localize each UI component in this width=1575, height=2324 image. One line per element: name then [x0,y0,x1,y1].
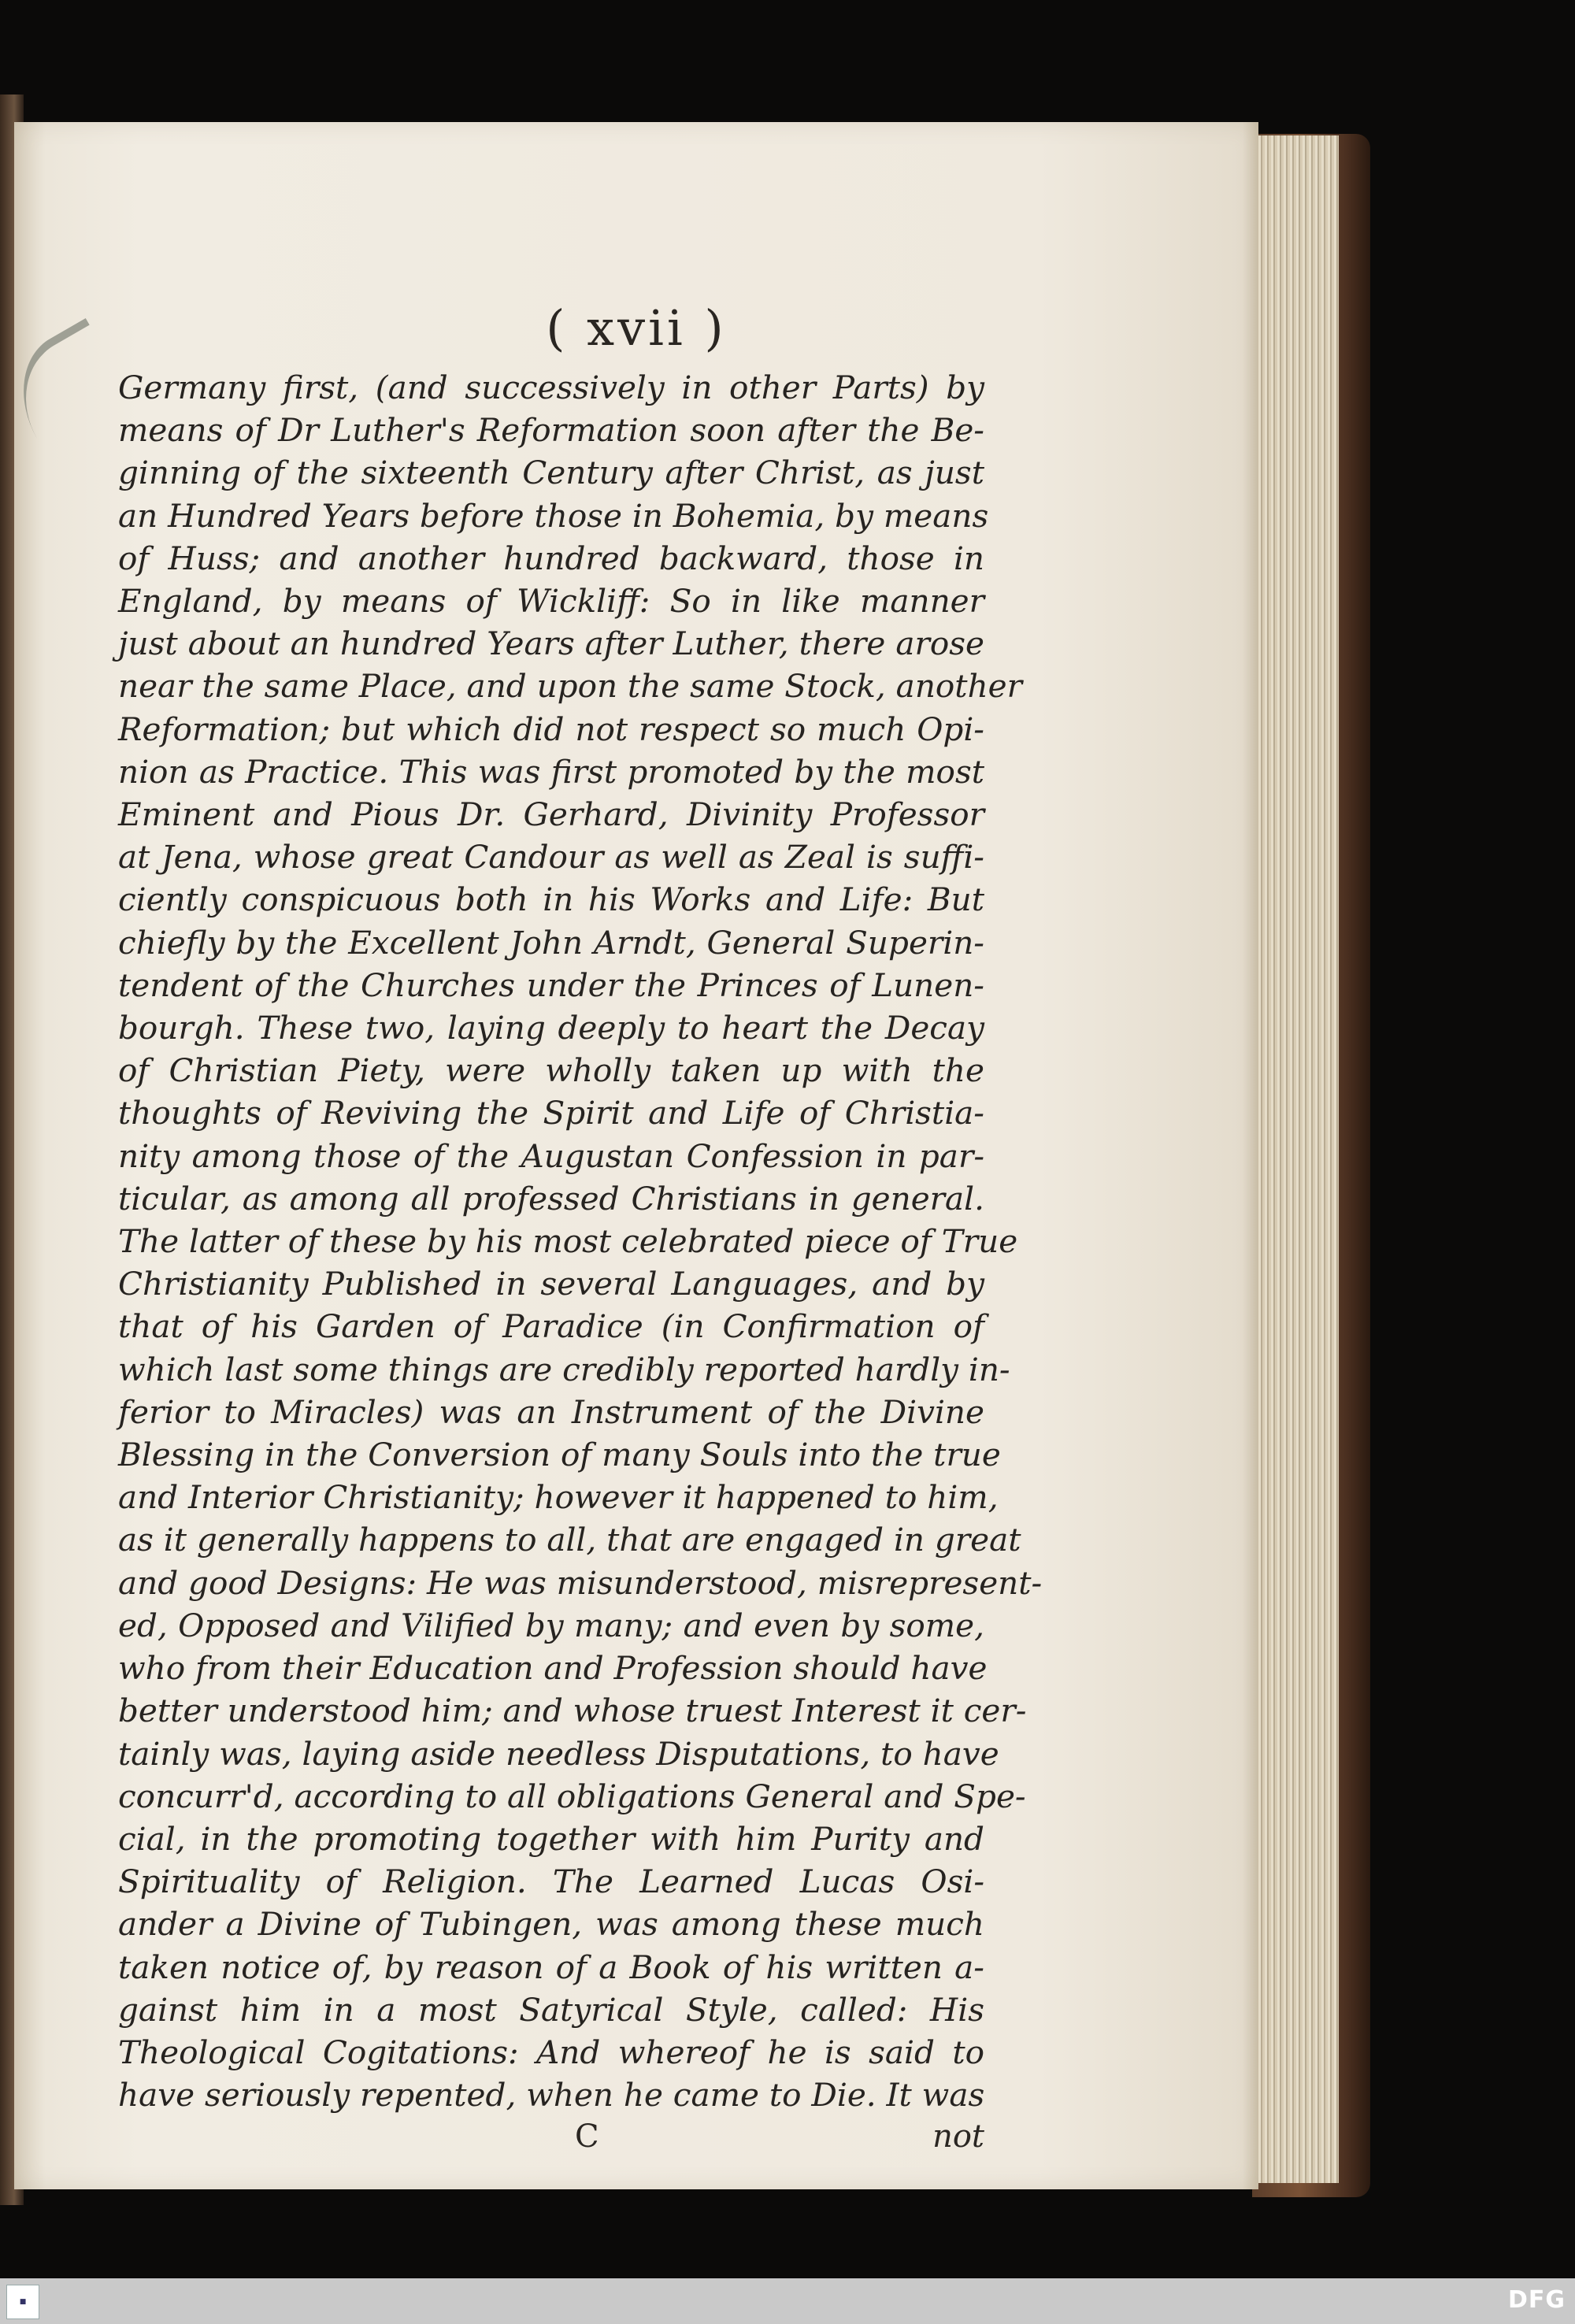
text-line: Christianity Published in several Languages, and by [118,1265,984,1303]
text-line: nion as Practice. This was first promoted by the most [118,752,984,791]
text-line: which last some things are credibly reported hardly in- [118,1350,1010,1388]
text-line: as it generally happens to all, that are engaged in great [118,1521,1021,1559]
text-line: and good Designs: He was misunderstood, misrepresent- [118,1563,1043,1602]
library-logo-icon: ■ [6,2285,39,2319]
page-body [118,366,1043,2116]
text-line: tainly was, laying aside needless Disputations, to have [118,1734,999,1773]
text-line: ander a Divine of Tubingen, was among these much [118,1905,984,1944]
text-line: that of his Garden of Paradice (in Confirmation of [118,1307,984,1346]
text-line: ticular, as among all professed Christians in general. [118,1179,984,1218]
text-line: ferior to Miracles) was an Instrument of the Divine [118,1392,984,1431]
dfg-logo: DFG [1507,2286,1566,2314]
text-line: bourgh. These two, laying deeply to heart the Decay [118,1009,984,1047]
text-line: Theological Cogitations: And whereof he is said to [118,2033,984,2071]
signature-mark: C [575,2118,599,2155]
text-line: Reformation; but which did not respect so much Opi- [118,710,984,748]
text-line: near the same Place, and upon the same Stock, another [118,667,1022,706]
text-line: ginning of the sixteenth Century after Christ, as just [118,454,984,492]
page-footer [118,2118,984,2166]
catchword: not [932,2118,984,2155]
page-header: ( xvii ) [546,299,727,357]
text-line: ciently conspicuous both in his Works and Life: But [118,880,984,919]
page-block-edges [1252,135,1339,2183]
text-line: Germany first, (and successively in other Parts) by [118,369,984,406]
text-line: thoughts of Reviving the Spirit and Life of Christia- [118,1094,984,1132]
text-line: concurr'd, according to all obligations General and Spe- [118,1777,1026,1815]
text-line: nity among those of the Augustan Confession in par- [118,1136,984,1175]
text-line: Spirituality of Religion. The Learned Lucas Osi- [118,1863,984,1901]
text-line: Eminent and Pious Dr. Gerhard, Divinity Professor [118,795,984,834]
text-line: and Interior Christianity; however it happened to him, [118,1478,999,1517]
text-line: means of Dr Luther's Reformation soon after the Be- [118,411,984,450]
text-line: of Huss; and another hundred backward, those in [118,539,984,577]
text-line: cial, in the promoting together with him Purity and [118,1819,984,1858]
text-line: tendent of the Churches under the Princes of Lunen- [118,966,984,1004]
text-line: gainst him in a most Satyrical Style, called: His [118,1990,984,2029]
text-line: chiefly by the Excellent John Arndt, General Superin- [118,923,984,962]
text-line: ed, Opposed and Vilified by many; and even by some, [118,1606,984,1644]
text-line: at Jena, whose great Candour as well as Zeal is suffi- [118,838,984,877]
text-line: an Hundred Years before those in Bohemia, by means [118,496,989,535]
text-line: who from their Education and Profession should have [118,1649,988,1688]
text-line: taken notice of, by reason of a Book of his written a- [118,1948,984,1986]
viewer-footer-bar [0,2278,1575,2324]
text-line: England, by means of Wickliff: So in like manner [118,582,984,621]
book-page [14,122,1258,2189]
text-line: just about an hundred Years after Luther, there arose [118,625,984,663]
text-line: Blessing in the Conversion of many Souls into the true [118,1436,1001,1474]
text-line: have seriously repented, when he came to Die. It was [118,2076,985,2115]
text-line: better understood him; and whose truest Interest it cer- [118,1692,1027,1730]
text-line: The latter of these by his most celebrated piece of True [118,1222,1018,1261]
text-line: of Christian Piety, were wholly taken up with the [118,1051,984,1090]
